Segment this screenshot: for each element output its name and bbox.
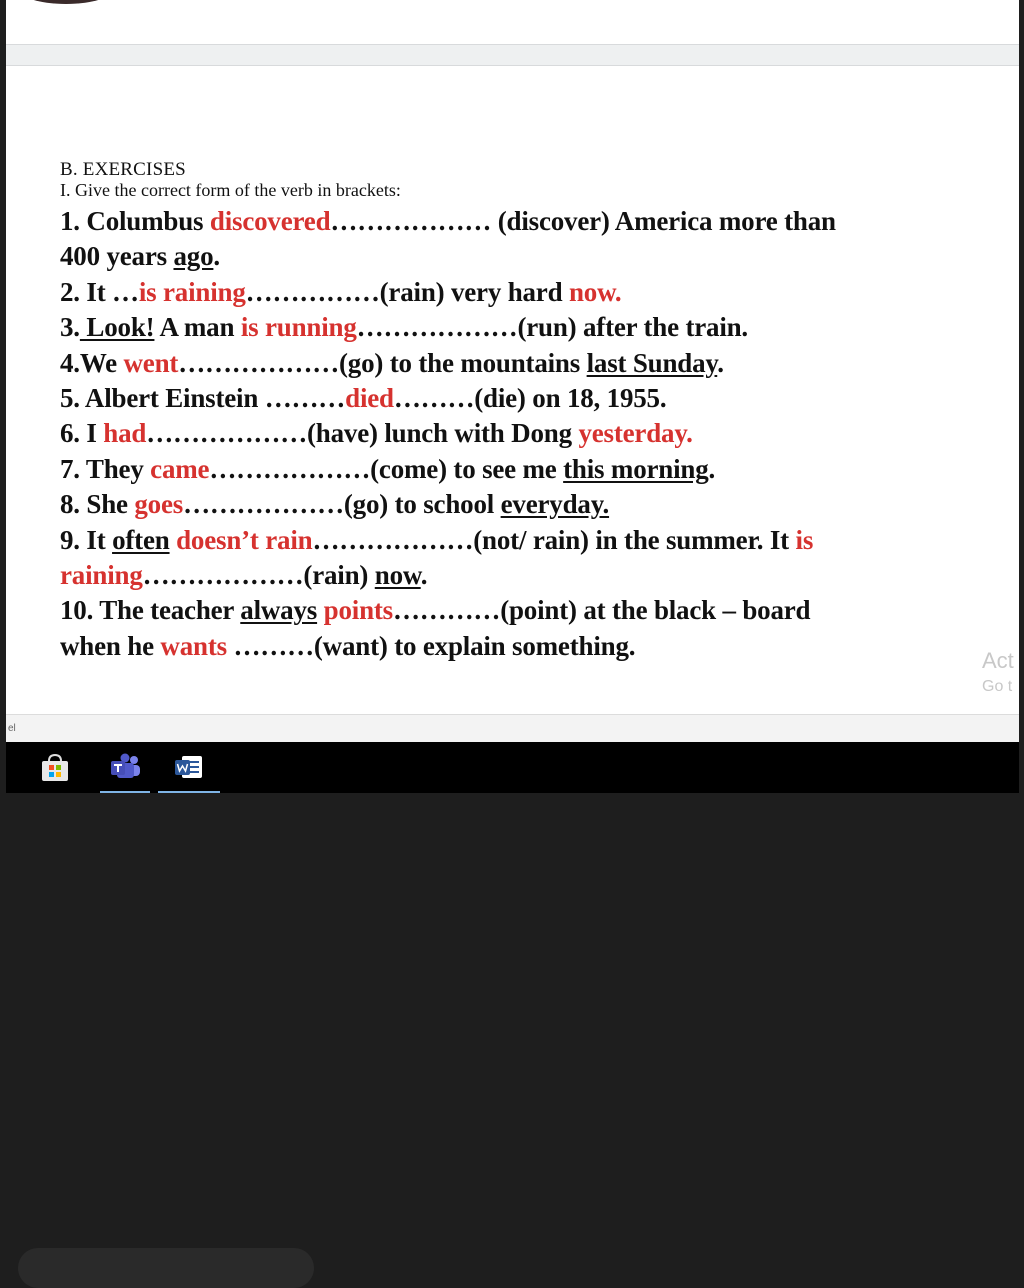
line-text: 9. It bbox=[60, 524, 113, 555]
line-text: ………………(run) after the train. bbox=[356, 312, 748, 343]
line-text: ………(die) on 18, 1955. bbox=[393, 383, 667, 414]
line-text: ………………(come) to see me bbox=[209, 453, 564, 484]
exercise-line bbox=[60, 204, 990, 239]
line-text: ……………(rain) very hard bbox=[245, 276, 569, 307]
line-text: 400 years bbox=[60, 241, 174, 272]
line-text: . bbox=[708, 453, 716, 484]
line-text: ……………… (discover) America more than bbox=[330, 206, 836, 236]
bottom-overlay-panel bbox=[18, 1248, 314, 1288]
answer-text: goes bbox=[134, 489, 184, 520]
status-mark: el bbox=[8, 723, 16, 734]
answer-text: points bbox=[323, 595, 393, 626]
line-text: 7. They bbox=[60, 453, 151, 484]
answer-text: discovered bbox=[209, 206, 331, 236]
answer-text: now. bbox=[568, 276, 622, 307]
answer-text: is raining bbox=[138, 276, 246, 307]
taskbar-store-button[interactable] bbox=[30, 742, 80, 793]
exercise-line bbox=[60, 558, 990, 593]
exercise-line bbox=[60, 523, 990, 558]
line-text: ………………(rain) bbox=[142, 560, 375, 591]
toolbar-strip bbox=[6, 44, 1019, 66]
line-text: 6. I bbox=[60, 418, 104, 449]
taskbar bbox=[6, 742, 1019, 793]
exercise-line bbox=[60, 629, 990, 664]
answer-text: doesn’t rain bbox=[176, 524, 313, 555]
underlined-text: often bbox=[112, 524, 170, 555]
answer-text: went bbox=[123, 347, 179, 378]
answer-text: had bbox=[103, 418, 147, 449]
exercise-line bbox=[60, 275, 990, 310]
answer-text: wants bbox=[160, 630, 227, 661]
line-text: . bbox=[717, 347, 724, 378]
line-text: 2. It … bbox=[60, 276, 139, 307]
screen-capture bbox=[6, 0, 1019, 793]
exercise-lines bbox=[60, 204, 990, 664]
store-icon bbox=[38, 753, 72, 783]
taskbar-teams-button[interactable] bbox=[100, 742, 150, 793]
exercise-line bbox=[60, 593, 990, 628]
line-text: ………………(go) to the mountains bbox=[178, 347, 587, 378]
line-text: when he bbox=[60, 630, 161, 661]
watermark-line-2: Go t bbox=[982, 678, 1013, 695]
answer-text: yesterday. bbox=[578, 418, 693, 449]
exercise-line bbox=[60, 239, 990, 274]
taskbar-word-button[interactable] bbox=[158, 742, 220, 793]
exercise-line bbox=[60, 416, 990, 451]
answer-text: is running bbox=[240, 312, 357, 343]
underlined-text: this morning bbox=[563, 453, 709, 484]
exercise-heading: B. EXERCISES bbox=[60, 159, 186, 180]
activate-windows-watermark bbox=[982, 648, 1014, 698]
webcam-overlay bbox=[16, 0, 116, 4]
line-text: A man bbox=[154, 312, 241, 343]
word-icon bbox=[172, 752, 206, 782]
line-text: ………………(have) lunch with Dong bbox=[146, 418, 579, 449]
line-text: 3. bbox=[60, 312, 80, 343]
answer-text: is bbox=[795, 524, 814, 555]
answer-text: raining bbox=[60, 560, 143, 591]
underlined-text: last Sunday bbox=[586, 347, 718, 378]
answer-text: died bbox=[345, 383, 394, 414]
exercise-line bbox=[60, 310, 990, 345]
watermark-line-1: Act bbox=[982, 648, 1014, 673]
line-text: …………(point) at the black – board bbox=[393, 595, 811, 626]
status-bar bbox=[6, 714, 1019, 743]
line-text: 5. Albert Einstein ……… bbox=[60, 383, 346, 414]
document-page bbox=[60, 160, 990, 664]
exercise-instruction: I. Give the correct form of the verb in brackets: bbox=[60, 180, 401, 200]
line-text: 1. Columbus bbox=[60, 206, 210, 236]
line-text: ………………(go) to school bbox=[183, 489, 501, 520]
exercise-line bbox=[60, 487, 990, 522]
underlined-text: always bbox=[240, 595, 318, 626]
exercise-line bbox=[60, 346, 990, 381]
exercise-line bbox=[60, 452, 990, 487]
line-text: 10. The teacher bbox=[60, 595, 241, 626]
underlined-text: now bbox=[374, 560, 421, 591]
line-text: 4.We bbox=[60, 347, 124, 378]
line-text: ………(want) to explain something. bbox=[226, 630, 636, 661]
line-text: . bbox=[420, 560, 428, 591]
exercise-line bbox=[60, 381, 990, 416]
answer-text: came bbox=[150, 453, 210, 484]
line-text: . bbox=[213, 241, 220, 272]
underlined-text: Look! bbox=[79, 312, 155, 343]
underlined-text: ago bbox=[173, 241, 214, 272]
teams-icon bbox=[108, 752, 142, 782]
line-text: ………………(not/ rain) in the summer. It bbox=[312, 524, 796, 555]
underlined-text: everyday. bbox=[500, 489, 610, 520]
line-text: 8. She bbox=[60, 489, 135, 520]
